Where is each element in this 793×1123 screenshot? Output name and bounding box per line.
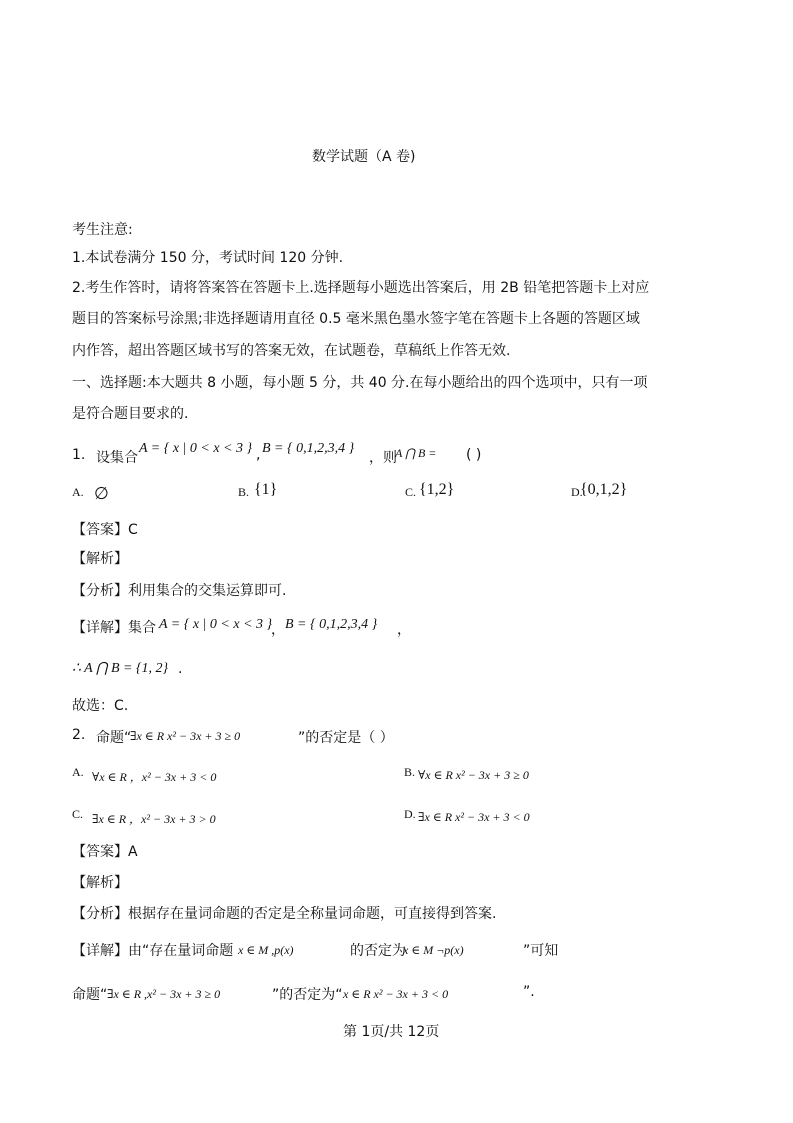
q2-xiangjie [72, 940, 233, 960]
q1-option-a-label: A. [72, 485, 84, 499]
q1-then: ，则 [369, 450, 397, 466]
notice-item-2-line-2: 题目的答案标号涂黑;非选择题请用直径 0.5 毫米黑色墨水签字笔在答题卡上各题的答题区域 [72, 311, 640, 327]
q1-therefore: ∴ A ⋂ B = {1, 2} [72, 661, 169, 676]
q1-set-b: B = { 0,1,2,3,4 } [262, 441, 355, 456]
q1-option-c-value: {1,2} [419, 481, 455, 498]
notice-item-1: 1.本试卷满分 150 分，考试时间 120 分钟. [72, 250, 344, 266]
q1-expr: A ⋂ B = [395, 446, 437, 460]
q1-xiangjie-set-a: A = { x | 0 < x < 3 } [159, 617, 273, 632]
q1-option-b-label: B. [238, 485, 250, 499]
notice-item-2-line-3: 内作答，超出答题区域书写的答案无效，在试题卷，草稿纸上作答无效. [72, 343, 511, 359]
q1-paren: ( ) [466, 447, 482, 463]
q2-option-a-label: A. [72, 765, 84, 779]
q2-answer-label: 【答案】 [72, 844, 128, 860]
page-footer: 第 1页/共 12页 [343, 1024, 440, 1040]
q2-fenxi [72, 903, 496, 923]
q2-line2-text-1: 命题“ [72, 987, 108, 1003]
q1-analysis-label: 【解析】 [72, 551, 128, 567]
section-heading-line-2: 是符合题目要求的. [72, 406, 189, 422]
q2-line2-text-3: ”. [523, 984, 535, 1000]
q2-option-c-label: C. [72, 807, 84, 821]
q1-answer-value: C [128, 522, 138, 538]
q1-stem-text: 设集合 [96, 450, 138, 466]
section-heading-line-1: 一、选择题:本大题共 8 小题，每小题 5 分，共 40 分.在每小题给出的四个选项中，只有一项 [72, 375, 648, 391]
q1-xiangjie-end: ， [397, 622, 411, 638]
q1-choice: 故选：C. [72, 698, 129, 714]
page-title: 数学试题（A 卷) [312, 149, 416, 165]
q2-xiangjie-text-1: 由“存在量词命题 [128, 943, 234, 959]
q2-stem-text: 命题“ [96, 730, 132, 746]
q2-xiangjie-text-2: 的否定为 [350, 943, 406, 959]
q1-xiangjie-set-b: B = { 0,1,2,3,4 } [285, 617, 378, 632]
q2-stem-end: ”的否定是（ ） [298, 730, 394, 746]
q2-line2-math-1: ∃x ∈ R ,x² − 3x + 3 ≥ 0 [107, 987, 221, 1001]
notice-item-2-line-1: 2.考生作答时，请将答案答在答题卡上.选择题每小题选出答案后，用 2B 铅笔把答题卡上对应 [72, 280, 650, 296]
q1-fenxi-label: 【分析】 [72, 583, 128, 599]
q2-line2-text-2: ”的否定为“ [272, 987, 343, 1003]
q2-xiangjie-label: 【详解】 [72, 943, 128, 959]
q1-xiangjie-comma: ， [271, 622, 285, 638]
q2-option-b-label: B. [404, 765, 416, 779]
q2-fenxi-text: 根据存在量词命题的否定是全称量词命题，可直接得到答案. [128, 906, 497, 922]
q2-answer [72, 841, 138, 861]
q1-option-d-value: {0,1,2} [580, 481, 628, 498]
q1-set-a: A = { x | 0 < x < 3 } [139, 441, 253, 456]
q1-number: 1. [72, 447, 86, 463]
q2-proposition: ∃x ∈ R x² − 3x + 3 ≥ 0 [130, 729, 241, 743]
q1-answer [72, 519, 138, 539]
q1-option-b-value: {1} [254, 481, 278, 498]
q1-xiangjie [72, 617, 156, 637]
q2-xiangjie-text-3: ”可知 [523, 943, 559, 959]
q2-fenxi-label: 【分析】 [72, 906, 128, 922]
notice-heading: 考生注意: [72, 222, 133, 238]
q2-number: 2. [72, 727, 86, 743]
q2-answer-value: A [128, 844, 138, 860]
q2-xiangjie-math-1: x ∈ M ,p(x) [238, 943, 294, 957]
q1-xiangjie-label: 【详解】 [72, 620, 128, 636]
q1-comma: , [256, 447, 261, 463]
q2-xiangjie-math-2: x ∈ M ¬p(x) [403, 943, 464, 957]
q2-option-d-label: D. [404, 807, 416, 821]
q2-option-c-value: ∃x ∈ R ，x² − 3x + 3 > 0 [92, 812, 216, 826]
q1-therefore-end: . [178, 661, 183, 677]
q1-option-d-label: D. [571, 485, 583, 499]
q2-option-d-value: ∃x ∈ R x² − 3x + 3 < 0 [418, 810, 530, 824]
q1-answer-label: 【答案】 [72, 522, 128, 538]
q2-option-b-value: ∀x ∈ R x² − 3x + 3 ≥ 0 [418, 768, 529, 782]
q1-option-a-value: ∅ [94, 484, 109, 503]
q2-analysis-label: 【解析】 [72, 875, 128, 891]
q2-option-a-value: ∀x ∈ R ，x² − 3x + 3 < 0 [92, 770, 217, 784]
q1-xiangjie-text: 集合 [128, 620, 156, 636]
q1-option-c-label: C. [405, 485, 417, 499]
q2-line2-math-2: x ∈ R x² − 3x + 3 < 0 [343, 987, 449, 1001]
q1-fenxi-text: 利用集合的交集运算即可. [128, 583, 287, 599]
q1-fenxi [72, 580, 286, 600]
